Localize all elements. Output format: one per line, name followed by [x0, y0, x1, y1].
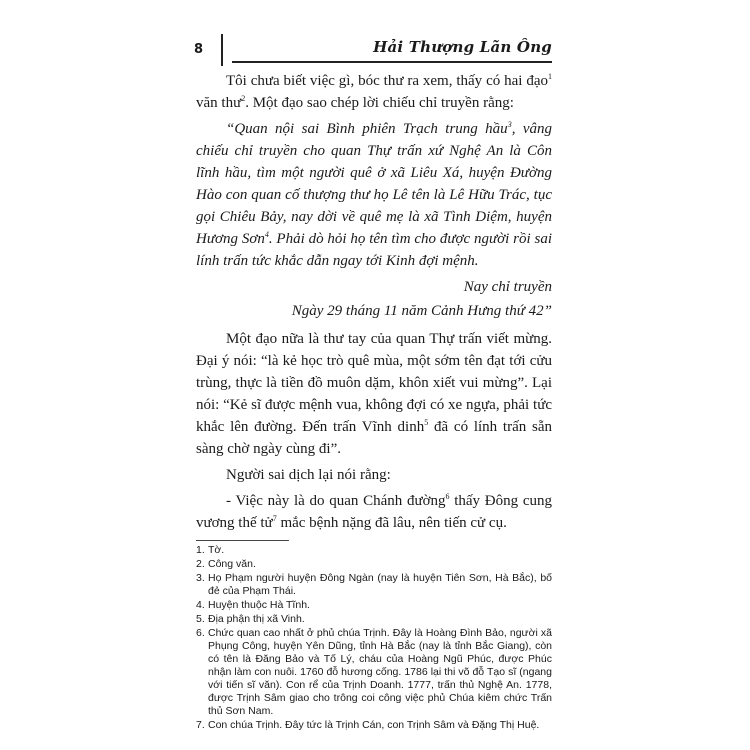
- header-rule: [232, 61, 552, 63]
- page-number: 8: [194, 42, 204, 57]
- footnote-number: 1.: [196, 544, 205, 556]
- footnote-text: Huyện thuộc Hà Tĩnh.: [208, 599, 310, 611]
- footnote-text: Công văn.: [208, 558, 256, 570]
- footnote: [196, 719, 552, 732]
- footnote: [196, 544, 552, 557]
- footnote-rule: [196, 540, 289, 541]
- footnote-number: 7.: [196, 719, 205, 731]
- footnote-number: 2.: [196, 558, 205, 570]
- footnote-number: 4.: [196, 599, 205, 611]
- footnote-ref: 4: [264, 230, 269, 239]
- footnote: [196, 613, 552, 626]
- text: Một đạo nữa là thư tay của quan Thự trấn viết mừng. Đại ý nói: “là kẻ học trò quê mùa, một sớm tên đạt tới cửu trùng, thực là tiền đồ muôn dặm, khôn xiết vui mừng”. Lại nói: “Kẻ sĩ được mệnh vua, không đợi có xe ngựa, phải tức khắc lên đường. Đến trấn Vĩnh dinh: [196, 331, 552, 435]
- footnote-text: Họ Phạm người huyện Đông Ngàn (nay là huyện Tiên Sơn, Hà Bắc), bố đẻ của Phạm Thái.: [208, 572, 552, 597]
- footnote-text: Tờ.: [208, 544, 225, 556]
- footnote-ref: 5: [424, 418, 429, 427]
- footnote: [196, 627, 552, 718]
- footnote-ref: 6: [445, 492, 450, 501]
- header-vertical-rule: [221, 34, 223, 66]
- text: “Quan nội sai Bình phiên Trạch trung hầu: [226, 121, 508, 137]
- footnote: [196, 572, 552, 598]
- text: - Việc này là do quan Chánh đường: [226, 493, 446, 509]
- text: văn thư: [196, 95, 242, 111]
- paragraph: Người sai dịch lại nói rằng:: [226, 467, 391, 483]
- footnote-number: 6.: [196, 627, 205, 639]
- footnote: [196, 558, 552, 571]
- footnotes: [196, 544, 552, 732]
- text: mắc bệnh nặng đã lâu, nên tiến cử cụ.: [276, 515, 507, 531]
- footnote-ref: 1: [548, 72, 552, 81]
- footnote-number: 3.: [196, 572, 205, 584]
- paragraph: [196, 70, 552, 114]
- running-title: Hải Thượng Lãn Ông: [373, 38, 552, 56]
- quote-closing: Nay chỉ truyền: [463, 279, 552, 295]
- footnote-ref: 7: [272, 514, 277, 523]
- text: . Phải dò hỏi họ tên tìm cho được người rồi sai lính trấn tức khắc dẫn ngay tới Kinh đợi mệnh.: [196, 231, 553, 269]
- page-column: [196, 70, 552, 733]
- text: . Một đạo sao chép lời chiếu chỉ truyền rằng:: [245, 95, 514, 111]
- body-text: [196, 70, 552, 534]
- footnote-number: 5.: [196, 613, 205, 625]
- text: đã có lính trấn sẵn sàng chờ ngày cùng đi”.: [196, 419, 552, 457]
- quote-date: Ngày 29 tháng 11 năm Cảnh Hưng thứ 42”: [291, 303, 552, 319]
- quote-paragraph: [196, 118, 552, 272]
- footnote-ref: 3: [507, 120, 512, 129]
- footnote-text: Con chúa Trịnh. Đây tức là Trịnh Cán, con Trịnh Sâm và Đặng Thị Huệ.: [208, 719, 540, 731]
- text: , vâng chiếu chỉ truyền cho quan Thự trấn xứ Nghệ An là Côn lĩnh hầu, tìm một người quê ở xã Liêu Xá, huyện Đường Hào con quan cố thượng thư họ Lê tên là Lê Hữu Trác, tục gọi Chiêu Bảy, nay dời về quê mẹ là xã Tình Diệm, huyện Hương Sơn: [196, 121, 552, 247]
- paragraph: [196, 328, 552, 460]
- footnote-ref: 2: [241, 94, 246, 103]
- footnote-text: Chức quan cao nhất ở phủ chúa Trịnh. Đây là Hoàng Đình Bảo, người xã Phụng Công, huyện Yên Dũng, tỉnh Hà Bắc (nay là tỉnh Bắc Giang), còn có tên là Đăng Bảo và Tố Lý, cháu của Hoàng Ngũ Phúc, được Phúc nhận làm con nuôi. 1760 đỗ hương cống. 1786 lại thi võ đỗ Tạo sĩ (ngang với tiến sĩ văn). Con rể của Trịnh Doanh. 1777, trấn thủ Nghệ An. 1778, được Trịnh Sâm giao cho trông coi công việc phủ Chúa kiêm chức Trấn thủ Sơn Nam.: [208, 627, 552, 717]
- paragraph: [196, 490, 552, 534]
- footnote: [196, 599, 552, 612]
- text: thấy Đông cung vương thế tử: [196, 493, 552, 531]
- text: Tôi chưa biết việc gì, bóc thư ra xem, thấy có hai đạo: [226, 73, 548, 89]
- footnote-text: Địa phận thị xã Vinh.: [208, 613, 305, 625]
